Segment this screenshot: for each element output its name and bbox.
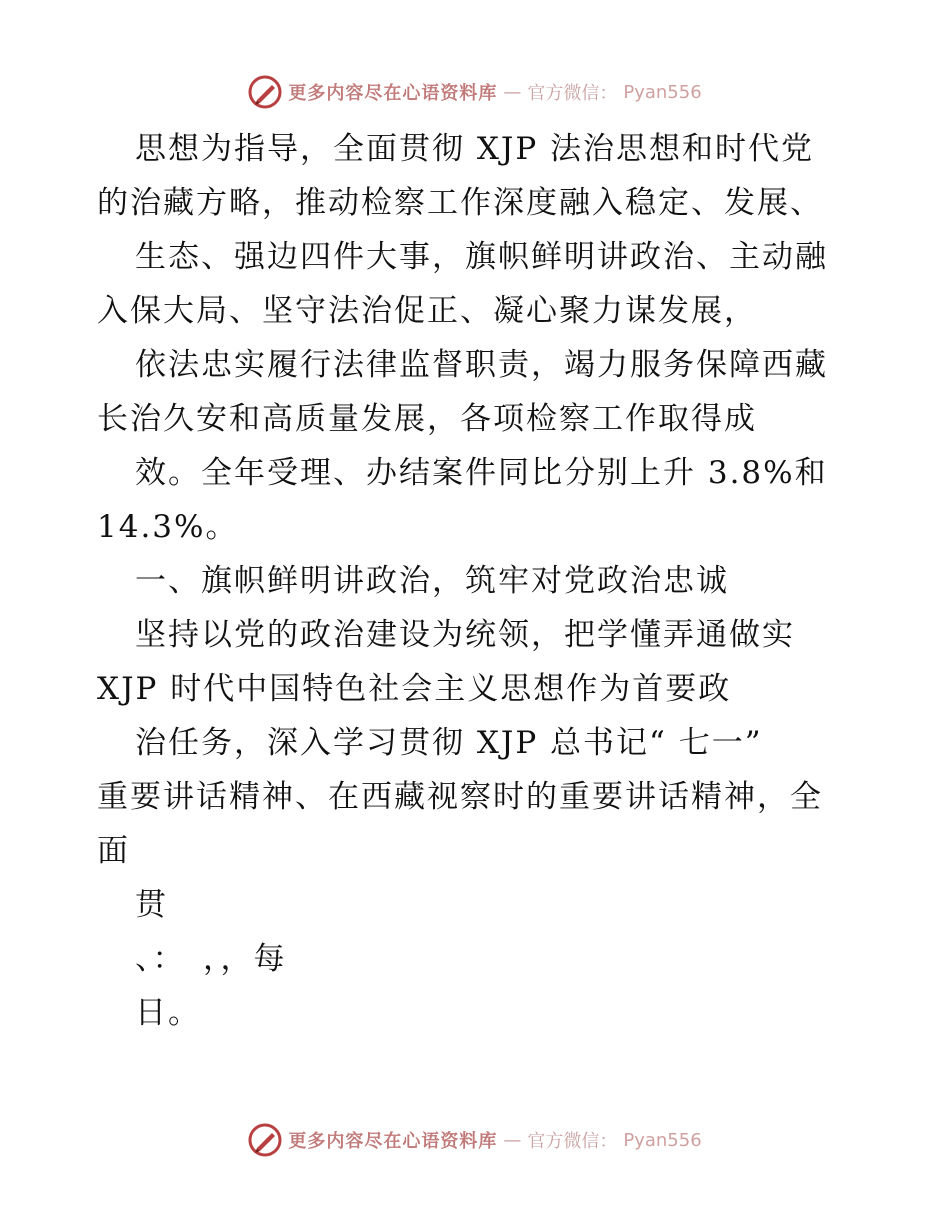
body-line: 14.3%。 — [97, 509, 239, 545]
watermark-main-text: 更多内容尽在心语资料库 — [288, 83, 498, 104]
body-line: 、： ，，每 — [135, 941, 287, 977]
section-heading: 一、旗帜鲜明讲政治，筑牢对党政治忠诚 — [135, 563, 729, 599]
body-line: 依法忠实履行法律监督职责，竭力服务保障西藏 — [135, 347, 828, 383]
body-line: 面 — [97, 833, 130, 869]
pen-logo-icon — [248, 1123, 282, 1157]
pen-logo-icon — [248, 75, 282, 109]
watermark-official-label: 官方微信： — [527, 83, 618, 104]
body-line: 入保大局、坚守法治促正、凝心聚力谋发展， — [97, 293, 757, 329]
watermark-official-label: 官方微信： — [527, 1131, 618, 1152]
body-line: 生态、强边四件大事，旗帜鲜明讲政治、主动融 — [135, 239, 828, 275]
body-line: 坚持以党的政治建设为统领，把学懂弄通做实 — [135, 617, 795, 653]
watermark-footer — [0, 1120, 950, 1160]
body-line: 重要讲话精神、在西藏视察时的重要讲话精神，全 — [97, 779, 823, 815]
body-line: XJP 时代中国特色社会主义思想作为首要政 — [97, 671, 732, 707]
watermark-separator: — — [503, 81, 522, 103]
body-line: 治任务，深入学习贯彻 XJP 总书记“ 七一” — [135, 725, 763, 761]
body-line: 的治藏方略，推动检察工作深度融入稳定、发展、 — [97, 185, 823, 221]
watermark-header — [0, 72, 950, 112]
watermark-separator: — — [503, 1129, 522, 1151]
body-line: 长治久安和高质量发展，各项检察工作取得成 — [97, 401, 757, 437]
document-body — [97, 122, 857, 1040]
watermark-wechat-id: Pyan556 — [623, 81, 702, 103]
body-line: 日。 — [135, 995, 201, 1031]
watermark-main-text: 更多内容尽在心语资料库 — [288, 1131, 498, 1152]
body-line: 思想为指导，全面贯彻 XJP 法治思想和时代党 — [135, 131, 815, 167]
watermark-wechat-id: Pyan556 — [623, 1129, 702, 1151]
body-line: 贯 — [135, 887, 168, 923]
body-line: 效。全年受理、办结案件同比分别上升 3.8%和 — [135, 455, 828, 491]
